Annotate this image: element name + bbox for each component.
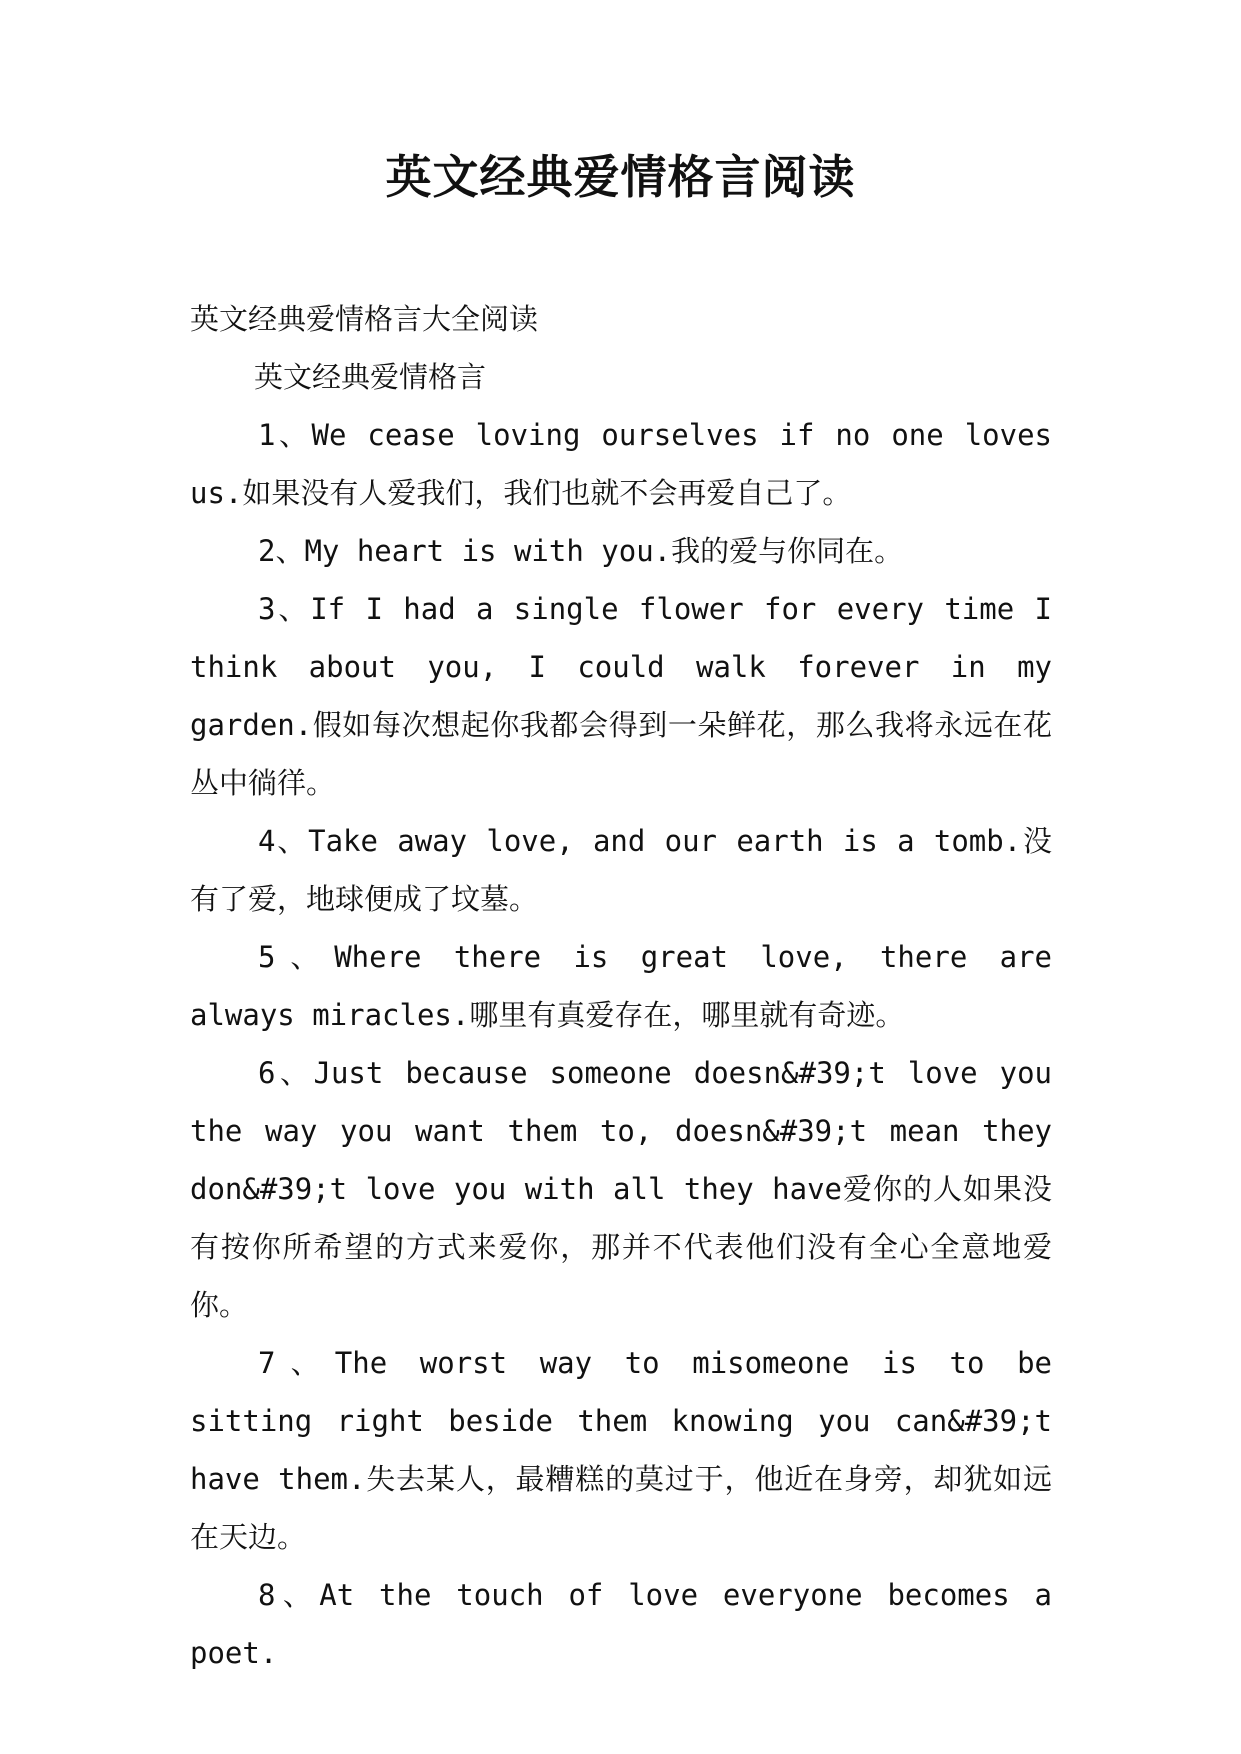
- quote-paragraph: 5、Where there is great love, there are always miracles.哪里有真爱存在，哪里就有奇迹。: [190, 940, 1052, 1032]
- quote-paragraph: 3、If I had a single flower for every time I think about you, I could walk forever in my garden.假如每次想起你我都会得到一朵鲜花，那么我将永远在花丛中徜徉。: [190, 592, 1052, 800]
- quote-paragraph: 1、We cease loving ourselves if no one loves us.如果没有人爱我们，我们也就不会再爱自己了。: [190, 418, 1052, 510]
- document-subtitle: 英文经典爱情格言大全阅读: [190, 302, 539, 336]
- document-title: 英文经典爱情格言阅读: [385, 150, 856, 204]
- quote-paragraph: 4、Take away love, and our earth is a tomb.没有了爱，地球便成了坟墓。: [190, 824, 1052, 916]
- quote-paragraph: 6、Just because someone doesn&#39;t love you the way you want them to, doesn&#39;t mean they don&#39;t love you with all they have爱你的人如果没有按你所希望的方式来爱你，那并不代表他们没有全心全意地爱你。: [190, 1056, 1052, 1322]
- section-heading: 英文经典爱情格言: [254, 360, 487, 394]
- quote-paragraph: 2、My heart is with you.我的爱与你同在。: [258, 534, 904, 568]
- document-body: [190, 290, 1052, 1682]
- quote-paragraph: 8、At the touch of love everyone becomes a poet.: [190, 1578, 1052, 1670]
- quote-paragraph: 7、The worst way to misomeone is to be sitting right beside them knowing you can&#39;t have them.失去某人，最糟糕的莫过于，他近在身旁，却犹如远在天边。: [190, 1346, 1052, 1554]
